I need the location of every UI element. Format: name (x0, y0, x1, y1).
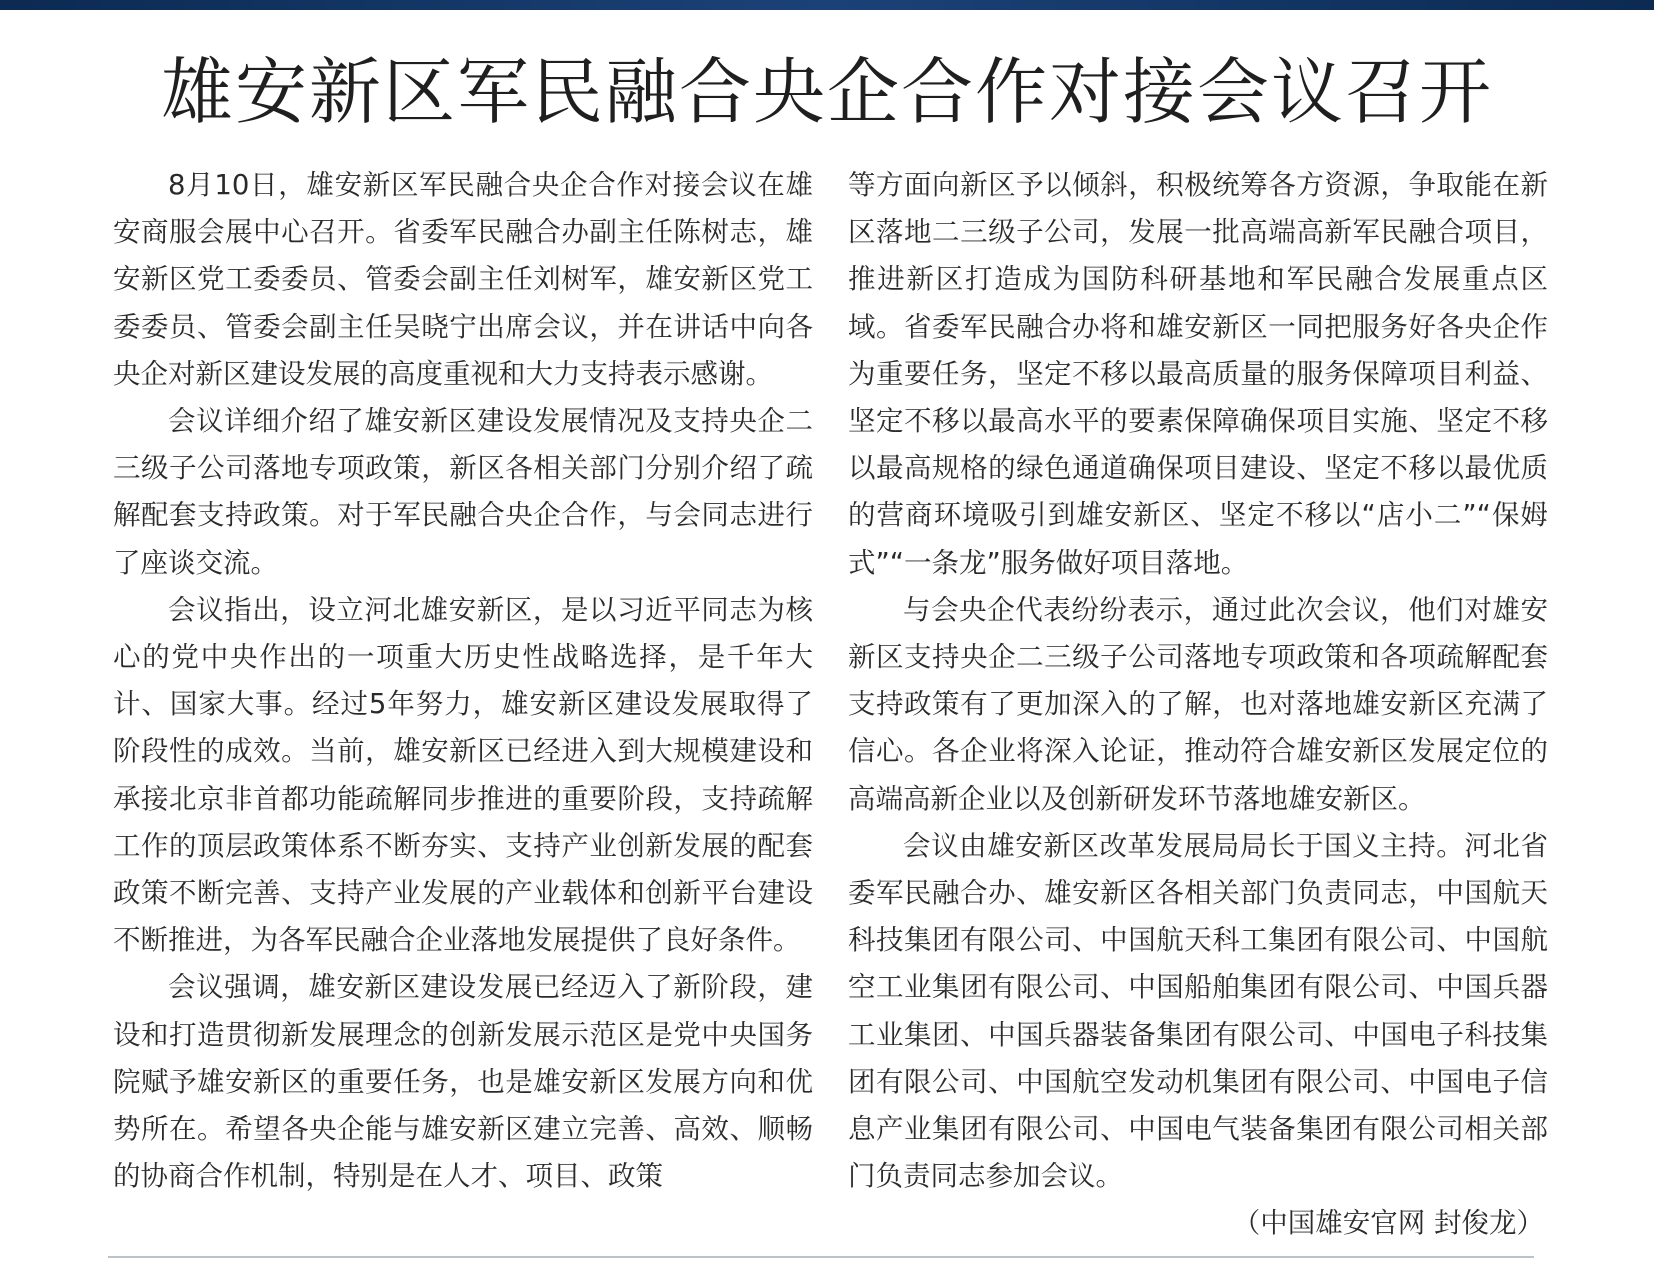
paragraph-6: 会议由雄安新区改革发展局局长于国义主持。河北省委军民融合办、雄安新区各相关部门负责同志，中国航天科技集团有限公司、中国航天科工集团有限公司、中国航空工业集团有限公司、中国船舶集团有限公司、中国兵器工业集团、中国兵器装备集团有限公司、中国电子科技集团有限公司、中国航空发动机集团有限公司、中国电子信息产业集团有限公司、中国电气装备集团有限公司相关部门负责同志参加会议。 (848, 829, 1548, 1193)
article-title: 雄安新区军民融合央企合作对接会议召开 (160, 50, 1493, 134)
paragraph-3: 会议指出，设立河北雄安新区，是以习近平同志为核心的党中央作出的一项重大历史性战略选择，是千年大计、国家大事。经过5年努力，雄安新区建设发展取得了阶段性的成效。当前，雄安新区已经进入到大规模建设和承接北京非首都功能疏解同步推进的重要阶段，支持疏解工作的顶层政策体系不断夯实、支持产业创新发展的配套政策不断完善、支持产业发展的产业载体和创新平台建设不断推进，为各军民融合企业落地发展提供了良好条件。 (113, 593, 813, 957)
paragraph-4: 会议强调，雄安新区建设发展已经迈入了新阶段，建设和打造贯彻新发展理念的创新发展示范区是党中央国务院赋予雄安新区的重要任务，也是雄安新区发展方向和优势所在。希望各央企能与雄安新区建立完善、高效、顺畅的协商合作机制，特别是在人才、项目、政策 (113, 971, 813, 1193)
paragraph-5: 与会央企代表纷纷表示，通过此次会议，他们对雄安新区支持央企二三级子公司落地专项政策和各项疏解配套支持政策有了更加深入的了解，也对落地雄安新区充满了信心。各企业将深入论证，推动符合雄安新区发展定位的高端高新企业以及创新研发环节落地雄安新区。 (848, 593, 1548, 815)
bottom-divider (108, 1256, 1534, 1258)
article-column-right (848, 162, 1548, 1248)
article-byline: （中国雄安官网 封俊龙） (1232, 1207, 1544, 1240)
article-column-left (113, 162, 813, 1200)
paragraph-1: 8月10日，雄安新区军民融合央企合作对接会议在雄安商服会展中心召开。省委军民融合办副主任陈树志，雄安新区党工委委员、管委会副主任刘树军，雄安新区党工委委员、管委会副主任吴晓宁出席会议，并在讲话中向各央企对新区建设发展的高度重视和大力支持表示感谢。 (113, 169, 813, 390)
paragraph-2: 会议详细介绍了雄安新区建设发展情况及支持央企二三级子公司落地专项政策，新区各相关部门分别介绍了疏解配套支持政策。对于军民融合央企合作，与会同志进行了座谈交流。 (113, 405, 813, 579)
top-decorative-bar (0, 0, 1654, 10)
paragraph-4-continued: 等方面向新区予以倾斜，积极统筹各方资源，争取能在新区落地二三级子公司，发展一批高端高新军民融合项目，推进新区打造成为国防科研基地和军民融合发展重点区域。省委军民融合办将和雄安新区一同把服务好各央企作为重要任务，坚定不移以最高质量的服务保障项目利益、坚定不移以最高水平的要素保障确保项目实施、坚定不移以最高规格的绿色通道确保项目建设、坚定不移以最优质的营商环境吸引到雄安新区、坚定不移以“店小二”“保姆式”“一条龙”服务做好项目落地。 (848, 169, 1548, 579)
